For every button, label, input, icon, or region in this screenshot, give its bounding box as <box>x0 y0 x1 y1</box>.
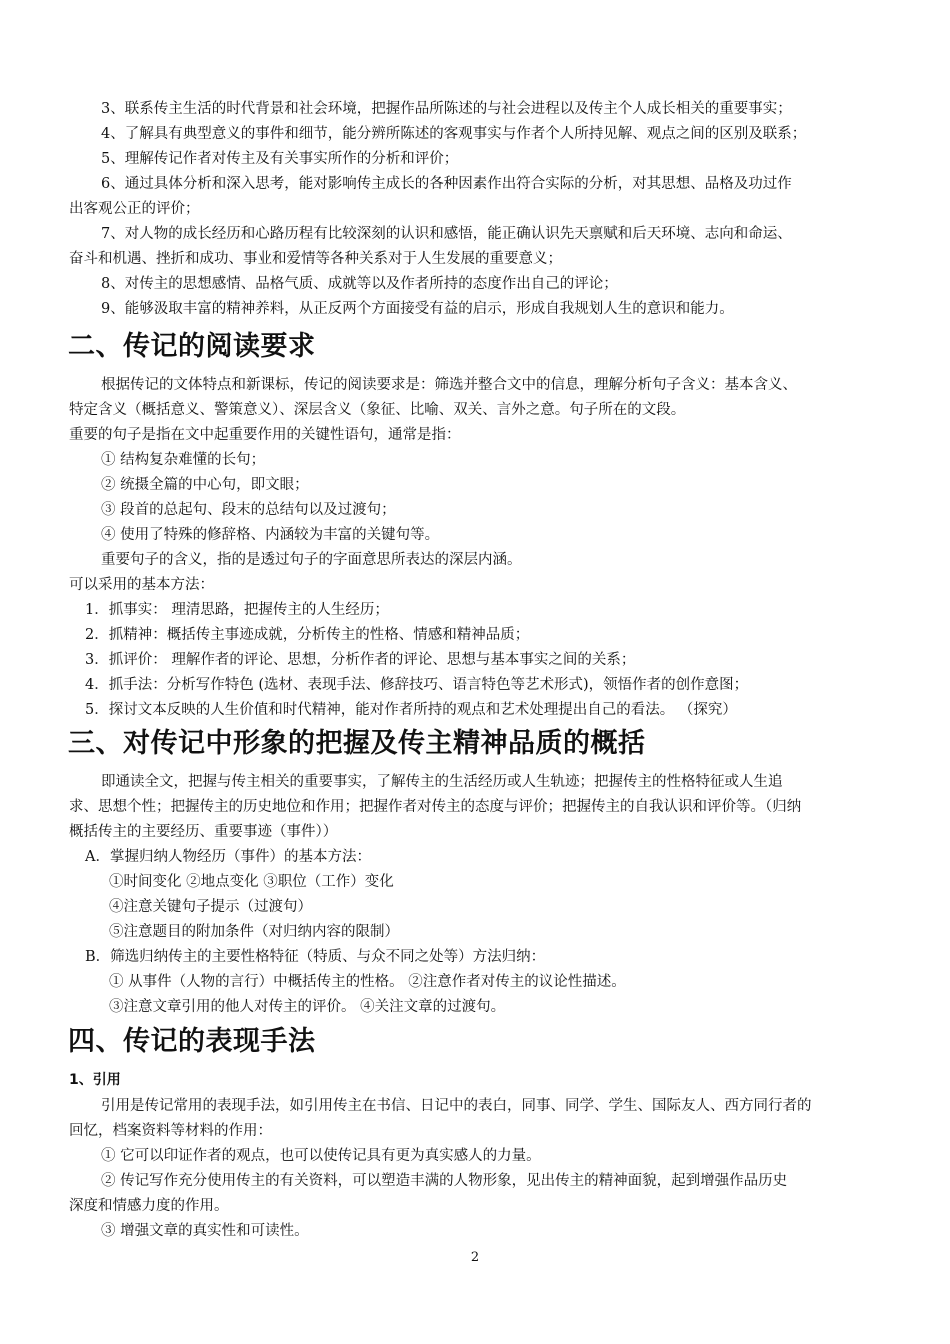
list-item: ③ 增强文章的真实性和可读性。 <box>101 1223 309 1239</box>
text-line: 求、思想个性；把握传主的历史地位和作用；把握作者对传主的态度与评价；把握传主的自我认识和评价等。（归纳 <box>69 799 802 815</box>
list-item: ② 传记写作充分使用传主的有关资料，可以塑造丰满的人物形象，见出传主的精神面貌，起到增强作品历史 <box>101 1173 788 1189</box>
list-item: ② 统摄全篇的中心句，即文眼； <box>101 477 309 493</box>
text-line: 4、了解具有典型意义的事件和细节，能分辨所陈述的客观事实与作者个人所持见解、观点之间的区别及联系； <box>101 126 807 142</box>
text-line: 概括传主的主要经历、重要事迹（事件）） <box>69 824 338 840</box>
text-line: 可以采用的基本方法： <box>69 577 214 593</box>
list-item: B．筛选归纳传主的主要性格特征（特质、与众不同之处等）方法归纳： <box>85 949 546 965</box>
list-item: ① 它可以印证作者的观点，也可以使传记具有更为真实感人的力量。 <box>101 1148 541 1164</box>
subsection-heading: 1、引用 <box>69 1072 121 1088</box>
list-item: 4．抓手法：分析写作特色 (选材、表现手法、修辞技巧、语言特色等艺术形式)，领悟作者的创作意图； <box>85 677 749 693</box>
text-line: 7、对人物的成长经历和心路历程有比较深刻的认识和感悟，能正确认识先天禀赋和后天环境、志向和命运、 <box>101 226 792 242</box>
text-line: 奋斗和机遇、挫折和成功、事业和爱情等各种关系对于人生发展的重要意义； <box>69 251 562 267</box>
text-line: 9、能够汲取丰富的精神养料，从正反两个方面接受有益的启示，形成自我规划人生的意识和能力。 <box>101 301 734 317</box>
list-item: 5．探讨文本反映的人生价值和时代精神，能对作者所持的观点和艺术处理提出自己的看法。 （探究） <box>85 702 737 718</box>
section-heading: 三、对传记中形象的把握及传主精神品质的概括 <box>68 728 646 759</box>
list-item: 1．抓事实： 理清思路，把握传主的人生经历； <box>85 602 389 618</box>
list-item: ④ 使用了特殊的修辞格、内涵较为丰富的关键句等。 <box>101 527 440 543</box>
list-item: ③注意文章引用的他人对传主的评价。 ④关注文章的过渡句。 <box>109 999 506 1015</box>
list-item: ④注意关键句子提示（过渡句） <box>109 899 312 915</box>
list-item: 3．抓评价： 理解作者的评论、思想，分析作者的评论、思想与基本事实之间的关系； <box>85 652 636 668</box>
text-line: 即通读全文，把握与传主相关的重要事实，了解传主的生活经历或人生轨迹；把握传主的性格特征或人生追 <box>101 774 783 790</box>
text-line: 根据传记的文体特点和新课标，传记的阅读要求是：筛选并整合文中的信息，理解分析句子含义：基本含义、 <box>101 377 797 393</box>
text-line: 出客观公正的评价； <box>69 201 200 217</box>
text-line: 深度和情感力度的作用。 <box>69 1198 229 1214</box>
text-line: 重要的句子是指在文中起重要作用的关键性语句，通常是指： <box>69 427 461 443</box>
text-line: 特定含义（概括意义、警策意义）、深层含义（象征、比喻、双关、言外之意。句子所在的文段。 <box>69 402 686 418</box>
section-heading: 四、传记的表现手法 <box>68 1026 316 1057</box>
list-item: ① 结构复杂难懂的长句； <box>101 452 266 468</box>
text-line: 重要句子的含义，指的是透过句子的字面意思所表达的深层内涵。 <box>101 552 522 568</box>
list-item: A．掌握归纳人物经历（事件）的基本方法： <box>85 849 371 865</box>
section-heading: 二、传记的阅读要求 <box>68 331 316 362</box>
text-line: 引用是传记常用的表现手法，如引用传主在书信、日记中的表白，同事、同学、学生、国际友人、西方同行者的 <box>101 1098 812 1114</box>
text-line: 3、联系传主生活的时代背景和社会环境，把握作品所陈述的与社会进程以及传主个人成长相关的重要事实； <box>101 101 792 117</box>
text-line: 回忆，档案资料等材料的作用： <box>69 1123 272 1139</box>
text-line: 8、对传主的思想感情、品格气质、成就等以及作者所持的态度作出自己的评论； <box>101 276 618 292</box>
text-line: 5、理解传记作者对传主及有关事实所作的分析和评价； <box>101 151 459 167</box>
list-item: 2．抓精神：概括传主事迹成就，分析传主的性格、情感和精神品质； <box>85 627 530 643</box>
list-item: ③ 段首的总起句、段末的总结句以及过渡句； <box>101 502 396 518</box>
list-item: ①时间变化 ②地点变化 ③职位（工作）变化 <box>109 874 394 890</box>
page-number: 2 <box>470 1250 480 1265</box>
list-item: ① 从事件（人物的言行）中概括传主的性格。 ②注意作者对传主的议论性描述。 <box>109 974 626 990</box>
list-item: ⑤注意题目的附加条件（对归纳内容的限制） <box>109 924 399 940</box>
text-line: 6、通过具体分析和深入思考，能对影响传主成长的各种因素作出符合实际的分析，对其思想、品格及功过作 <box>101 176 792 192</box>
